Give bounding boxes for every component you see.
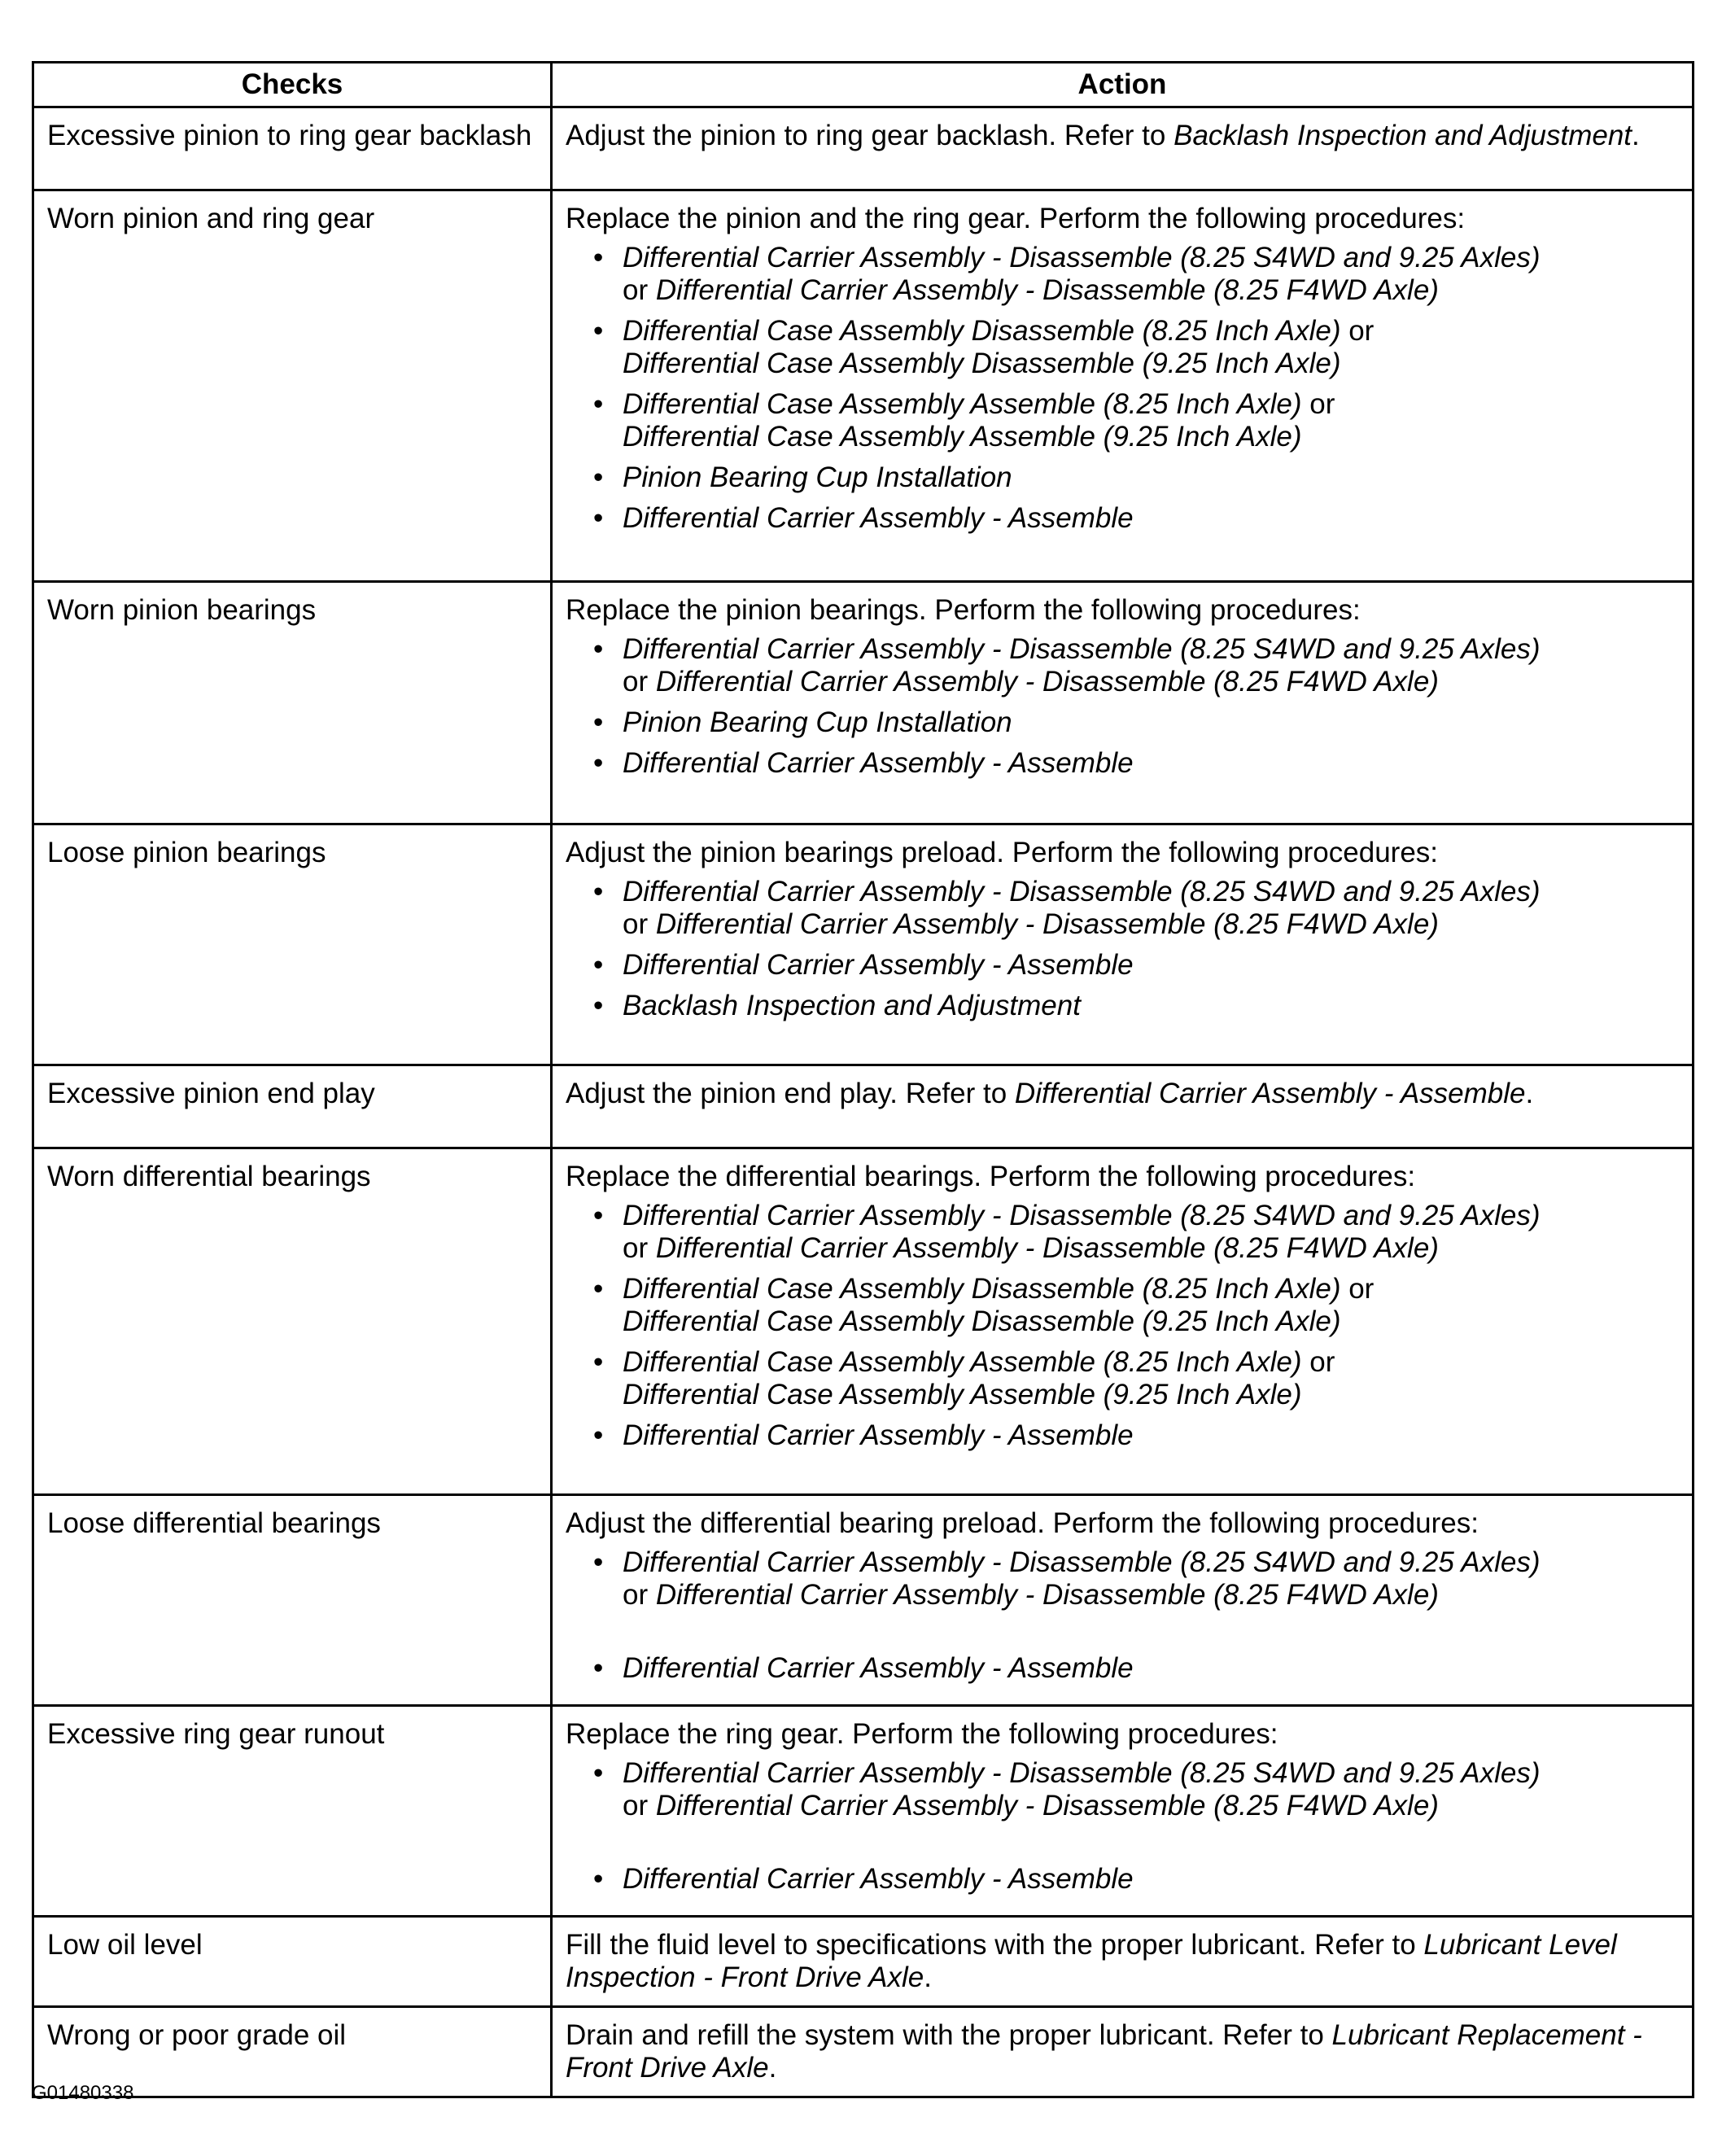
table-row [33,1495,1694,1706]
procedure-reference: Differential Carrier Assembly - Assemble [623,747,1134,779]
table-row [33,190,1694,582]
procedure-list [566,242,1680,535]
procedure-item [593,1757,1680,1822]
procedure-reference: Differential Carrier Assembly - Disassemble (8.25 S4WD and 9.25 Axles) [623,1757,1541,1789]
check-cell: Low oil level [33,1917,552,2007]
procedure-item [593,1419,1680,1452]
check-cell: Loose pinion bearings [33,824,552,1065]
procedure-item [593,1200,1680,1265]
procedure-reference: Differential Carrier Assembly - Assemble [623,1419,1134,1451]
action-text: Fill the fluid level to specifications with the proper lubricant. Refer to [566,1929,1424,1961]
procedure-reference: Differential Case Assembly Assemble (8.25 Inch Axle) [623,388,1302,420]
procedure-reference: Differential Carrier Assembly - Assemble [623,1652,1134,1684]
table-header-row [33,63,1694,107]
procedure-reference: Differential Carrier Assembly - Disassemble (8.25 F4WD Axle) [655,1232,1439,1264]
action-lead-text: Adjust the differential bearing preload. Perform the following procedures: [566,1507,1479,1539]
procedure-reference: Differential Carrier Assembly - Assemble [1014,1078,1526,1109]
procedure-list [566,876,1680,1022]
check-cell: Wrong or poor grade oil [33,2007,552,2097]
procedure-item [593,706,1680,739]
or-text: or [1301,1346,1335,1378]
procedure-item [593,315,1680,380]
action-cell [552,582,1694,824]
procedure-item [593,990,1680,1022]
check-cell: Worn pinion bearings [33,582,552,824]
procedure-item [593,949,1680,982]
table-row [33,1148,1694,1495]
procedure-item [593,1273,1680,1338]
action-cell [552,1706,1694,1917]
procedure-reference: Differential Carrier Assembly - Disassemble (8.25 F4WD Axle) [655,666,1439,698]
action-cell [552,107,1694,190]
procedure-reference: Differential Case Assembly Assemble (9.25 Inch Axle) [623,1379,1302,1410]
procedure-reference: Differential Carrier Assembly - Disassemble (8.25 S4WD and 9.25 Axles) [623,242,1541,273]
action-lead-text: Replace the pinion bearings. Perform the following procedures: [566,594,1361,626]
procedure-reference: Differential Carrier Assembly - Assemble [623,1863,1134,1895]
procedure-item [593,1652,1680,1685]
procedure-item [593,876,1680,941]
action-text: Adjust the pinion end play. Refer to [566,1078,1015,1109]
action-lead-text: Adjust the pinion bearings preload. Perform the following procedures: [566,837,1439,868]
procedure-reference: Differential Carrier Assembly - Disassemble (8.25 F4WD Axle) [655,1579,1439,1611]
procedure-reference: Pinion Bearing Cup Installation [623,706,1012,738]
action-cell [552,1917,1694,2007]
or-text: or [623,274,656,306]
procedure-reference: Lubricant Level Inspection - Front Drive Axle [566,1929,1617,1993]
procedure-list [566,1200,1680,1452]
procedure-reference: Backlash Inspection and Adjustment [623,990,1081,1021]
or-text: or [1340,315,1375,347]
procedure-item [593,1863,1680,1896]
or-text: or [1340,1273,1375,1305]
procedure-item [593,461,1680,494]
check-cell: Loose differential bearings [33,1495,552,1706]
action-cell [552,2007,1694,2097]
action-lead-text: Replace the pinion and the ring gear. Perform the following procedures: [566,203,1466,234]
figure-id-label: G01480338 [32,2082,134,2104]
procedure-reference: Differential Carrier Assembly - Disassemble (8.25 F4WD Axle) [655,274,1439,306]
procedure-list [566,1757,1680,1896]
action-cell [552,824,1694,1065]
or-text: or [623,908,656,940]
check-cell: Worn pinion and ring gear [33,190,552,582]
table-row [33,824,1694,1065]
procedure-reference: Differential Carrier Assembly - Disassemble (8.25 S4WD and 9.25 Axles) [623,876,1541,907]
procedure-item [593,1546,1680,1612]
procedure-reference: Differential Carrier Assembly - Disassemble (8.25 S4WD and 9.25 Axles) [623,1200,1541,1231]
table-row [33,582,1694,824]
table-row [33,2007,1694,2097]
check-cell: Excessive pinion to ring gear backlash [33,107,552,190]
or-text: or [623,1579,656,1611]
procedure-item [593,502,1680,535]
action-cell [552,1495,1694,1706]
procedure-reference: Differential Carrier Assembly - Disassemble (8.25 S4WD and 9.25 Axles) [623,1546,1541,1578]
procedure-reference: Pinion Bearing Cup Installation [623,461,1012,493]
table-row [33,107,1694,190]
procedure-list [566,1546,1680,1685]
procedure-reference: Differential Case Assembly Assemble (8.25 Inch Axle) [623,1346,1302,1378]
procedure-item [593,633,1680,698]
table-row [33,1917,1694,2007]
check-cell: Excessive pinion end play [33,1065,552,1148]
procedure-item [593,1346,1680,1411]
or-text: or [623,1790,656,1821]
procedure-reference: Backlash Inspection and Adjustment [1173,120,1632,151]
action-text: . [1632,120,1640,151]
procedure-reference: Differential Case Assembly Disassemble (9.25 Inch Axle) [623,1305,1341,1337]
procedure-reference: Differential Case Assembly Disassemble (8.25 Inch Axle) [623,1273,1341,1305]
procedure-reference: Differential Case Assembly Disassemble (9.25 Inch Axle) [623,348,1341,379]
action-column-header: Action [552,63,1694,107]
checks-column-header: Checks [33,63,552,107]
or-text: or [623,666,656,698]
procedure-reference: Differential Carrier Assembly - Assemble [623,502,1134,534]
action-cell [552,190,1694,582]
action-lead-text: Replace the differential bearings. Perform the following procedures: [566,1161,1416,1192]
check-cell: Excessive ring gear runout [33,1706,552,1917]
action-text: . [1525,1078,1534,1109]
action-text: Adjust the pinion to ring gear backlash. Refer to [566,120,1174,151]
procedure-item [593,747,1680,780]
action-text: . [768,2052,777,2084]
table-row [33,1065,1694,1148]
procedure-list [566,633,1680,780]
action-cell [552,1065,1694,1148]
diagnostic-table [32,61,1694,2098]
table-row [33,1706,1694,1917]
action-lead-text: Replace the ring gear. Perform the following procedures: [566,1718,1278,1750]
procedure-reference: Differential Carrier Assembly - Assemble [623,949,1134,981]
action-cell [552,1148,1694,1495]
procedure-item [593,242,1680,307]
action-text: Drain and refill the system with the proper lubricant. Refer to [566,2019,1332,2051]
procedure-reference: Differential Case Assembly Assemble (9.25 Inch Axle) [623,421,1302,453]
procedure-reference: Differential Case Assembly Disassemble (8.25 Inch Axle) [623,315,1341,347]
or-text: or [623,1232,656,1264]
procedure-reference: Differential Carrier Assembly - Disassemble (8.25 F4WD Axle) [655,1790,1439,1821]
check-cell: Worn differential bearings [33,1148,552,1495]
procedure-item [593,388,1680,453]
action-text: . [924,1961,932,1993]
or-text: or [1301,388,1335,420]
procedure-reference: Differential Carrier Assembly - Disassemble (8.25 F4WD Axle) [655,908,1439,940]
procedure-reference: Differential Carrier Assembly - Disassemble (8.25 S4WD and 9.25 Axles) [623,633,1541,665]
procedure-reference: Lubricant Replacement - Front Drive Axle [566,2019,1642,2084]
